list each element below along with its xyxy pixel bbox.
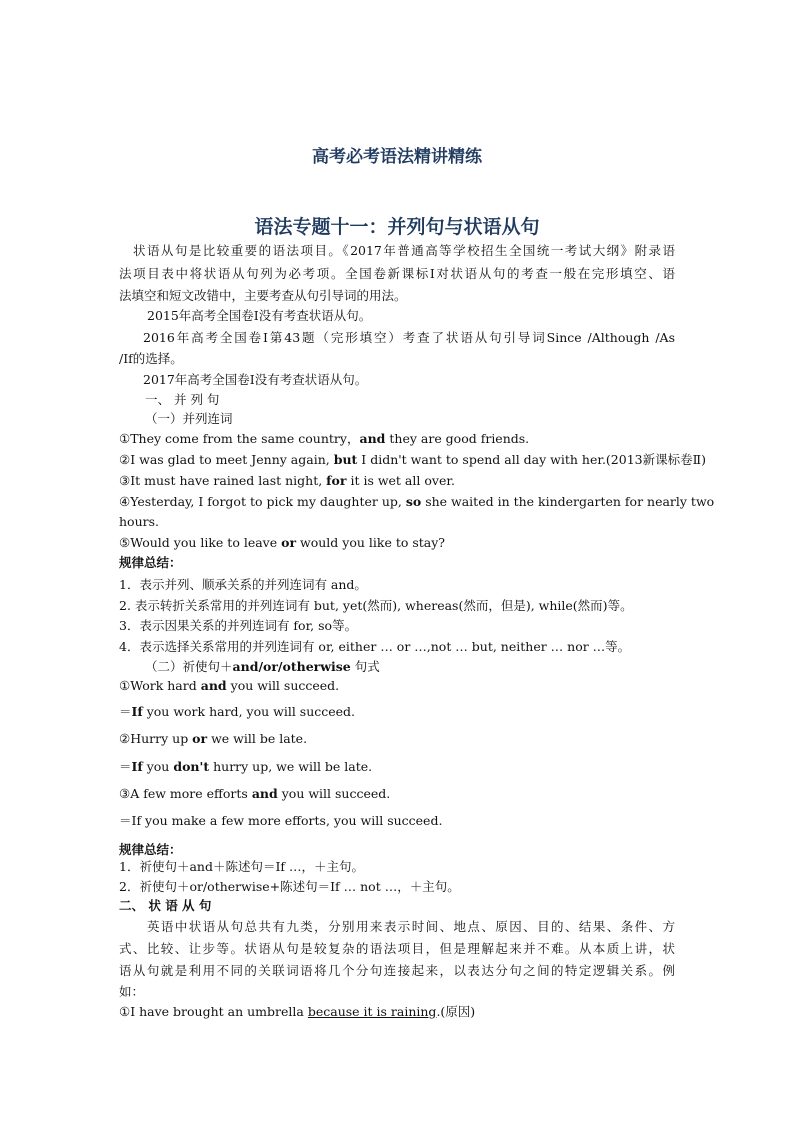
equivalent-sentence [119, 702, 675, 722]
intro-line-3: 法填空和短文改错中，主要考查从句引导词的用法。 [119, 288, 407, 303]
example-sentence [119, 450, 706, 470]
page-title: 高考必考语法精讲精练 [312, 147, 482, 167]
example-sentence [119, 1002, 675, 1022]
example-text: you work hard, you will succeed. [142, 704, 356, 719]
subsection-heading-imperative [145, 657, 701, 677]
rule-item: 2．祈使句＋or/otherwise+陈述句＝If … not …，＋主句。 [119, 879, 460, 894]
subsection-heading-conjunctions: （一）并列连词 [145, 411, 233, 426]
example-sentence [119, 492, 715, 512]
conjunction-keyword: or [192, 731, 208, 746]
equivalent-sentence: ＝If you make a few more efforts, you will succeed. [119, 813, 443, 828]
example-text: ④Yesterday, I forgot to pick my daughter up, [119, 494, 406, 509]
topic-title: 语法专题十一：并列句与状语从句 [254, 216, 540, 238]
rules-heading: 规律总结： [119, 555, 182, 570]
conjunction-keyword: and/or/otherwise [232, 659, 351, 674]
intro-line-1: 状语从句是比较重要的语法项目。《2017年普通高等学校招生全国统一考试大纲》附录语 [133, 243, 675, 258]
conjunction-keyword: and [359, 431, 386, 446]
exam-2016-line-2: /If的选择。 [119, 351, 183, 366]
example-text: ①Work hard [119, 678, 201, 693]
conjunction-keyword: If [131, 759, 143, 774]
example-text: ⑤Would you like to leave [119, 535, 282, 550]
rule-item: 4．表示选择关系常用的并列连词有 or, either … or …,not … but, neither … nor …等。 [119, 639, 631, 654]
example-sentence [119, 729, 675, 749]
rule-item: 1．表示并列、顺承关系的并列连词有 and。 [119, 577, 367, 592]
example-text: you will succeed. [226, 678, 340, 693]
example-text: they are good friends. [385, 431, 530, 446]
heading-text: 句式 [350, 659, 380, 674]
section-heading-coordinate: 一、 并 列 句 [145, 392, 220, 407]
paragraph-line: 语从句就是利用不同的关联词语将几个分句连接起来，以表达分句之间的特定逻辑关系。例 [119, 963, 675, 978]
example-sentence-continuation: hours. [119, 514, 159, 529]
example-text: ①I have brought an umbrella [119, 1004, 308, 1019]
exam-2015: 2015年高考全国卷Ⅰ没有考查状语从句。 [147, 308, 372, 323]
example-text: hurry up, we will be late. [209, 759, 373, 774]
example-sentence [119, 784, 675, 804]
example-text: you will succeed. [277, 786, 391, 801]
example-text: she waited in the kindergarten for nearly two [421, 494, 715, 509]
example-sentence [119, 429, 675, 449]
example-text: I didn't want to spend all day with her.(2013新课标卷Ⅱ) [357, 452, 706, 467]
conjunction-keyword: If [131, 704, 143, 719]
example-text: ③A few more efforts [119, 786, 252, 801]
example-text: we will be late. [207, 731, 308, 746]
equivalent-sentence [119, 757, 675, 777]
example-text: ＝ [119, 704, 132, 719]
paragraph-line: 英语中状语从句总共有九类，分别用来表示时间、地点、原因、目的、结果、条件、方 [147, 919, 675, 934]
conjunction-keyword: so [405, 494, 422, 509]
example-text: ②I was glad to meet Jenny again, [119, 452, 334, 467]
rule-item: 3．表示因果关系的并列连词有 for, so等。 [119, 618, 358, 633]
example-text: it is wet all over. [346, 473, 455, 488]
negation-keyword: don't [173, 759, 210, 774]
example-text: ＝ [119, 759, 132, 774]
example-text: ①They come from the same country， [119, 431, 360, 446]
example-text: ②Hurry up [119, 731, 193, 746]
conjunction-keyword: or [281, 535, 297, 550]
conjunction-keyword: but [333, 452, 358, 467]
heading-text: （二）祈使句＋ [145, 659, 233, 674]
example-sentence [119, 471, 675, 491]
rule-item: 2. 表示转折关系常用的并列连词有 but, yet(然而), whereas(然而，但是), while(然而)等。 [119, 598, 633, 613]
example-text: would you like to stay? [296, 535, 445, 550]
exam-2017: 2017年高考全国卷Ⅰ没有考查状语从句。 [143, 372, 368, 387]
rules-heading: 规律总结： [119, 842, 182, 857]
adverbial-clause: because it is raining [307, 1004, 437, 1019]
example-sentence [119, 533, 675, 553]
paragraph-line: 如： [119, 984, 145, 999]
example-text: ③It must have rained last night, [119, 473, 327, 488]
intro-line-2: 法项目表中将状语从句列为必考项。全国卷新课标Ⅰ对状语从句的考查一般在完形填空、语 [119, 266, 675, 281]
conjunction-keyword: and [200, 678, 227, 693]
example-text: you [142, 759, 174, 774]
exam-2016-line-1: 2016年高考全国卷Ⅰ第43题（完形填空）考查了状语从句引导词Since /Although /As [143, 330, 675, 345]
paragraph-line: 式、比较、让步等。状语从句是较复杂的语法项目，但是理解起来并不难。从本质上讲，状 [119, 941, 675, 956]
rule-item: 1．祈使句＋and＋陈述句＝If …，＋主句。 [119, 859, 364, 874]
example-sentence [119, 676, 675, 696]
conjunction-keyword: for [326, 473, 347, 488]
conjunction-keyword: and [251, 786, 278, 801]
section-heading-adverbial: 二、 状 语 从 句 [119, 898, 212, 913]
example-text: .(原因) [436, 1004, 476, 1019]
